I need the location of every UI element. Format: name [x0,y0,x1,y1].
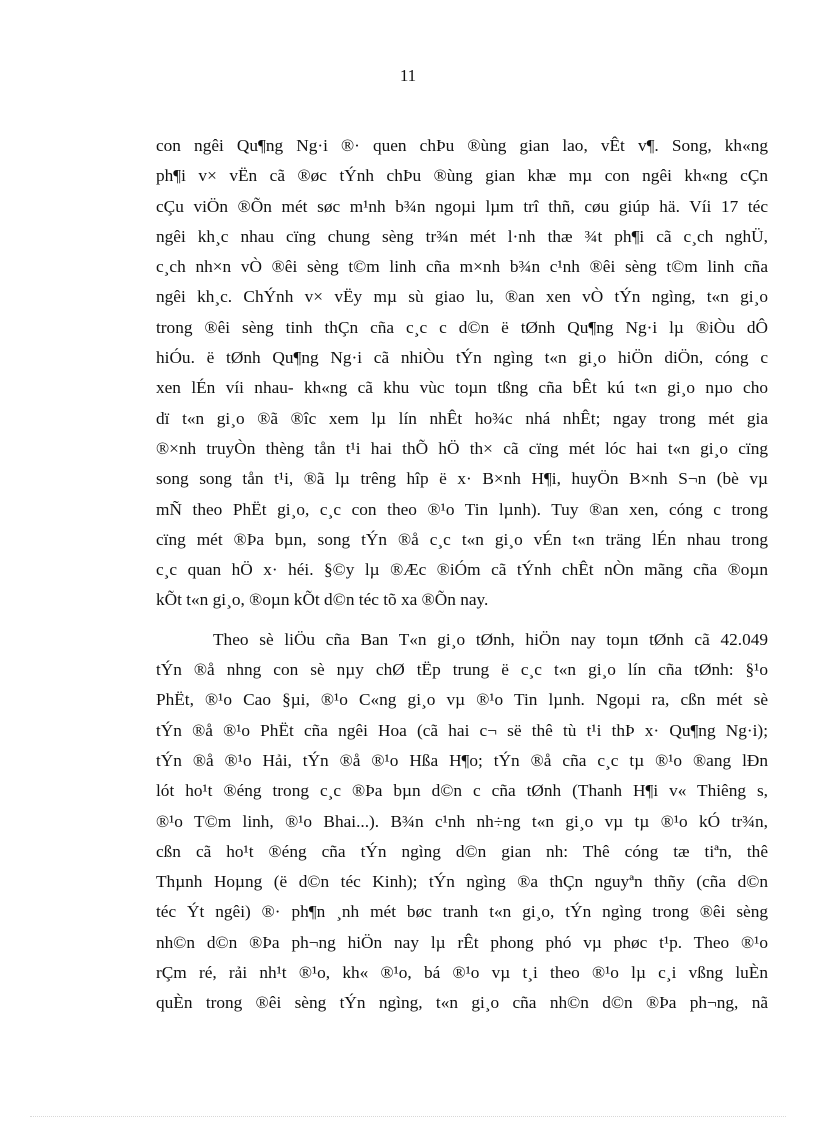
text-line: ngêi kh¸c. ChÝnh v× vËy mµ sù giao lu, ®an xen vÒ tÝn ngìng, t«n gi¸o [156,287,768,307]
text-line: ph¶i v× vËn cã ®øc tÝnh chÞu ®ùng gian khæ mµ con ngêi kh«ng cÇn [156,166,768,186]
text-line: xen lÉn víi nhau- kh«ng cã khu vùc toµn tßng cña bÊt kú t«n gi¸o nµo cho [156,378,768,398]
text-line: ngêi kh¸c nhau cïng chung sèng tr¾n mét l·nh thæ ¾t ph¶i cã c¸ch nghÜ, [156,226,768,246]
text-line: ®¹o T©m linh, ®¹o Bhai...). B¾n c¹nh nh÷ng t«n gi¸o vµ tµ ®¹o kÓ tr¾n, [156,811,768,831]
text-line: song song tån t¹i, ®ã lµ trêng hîp ë x· B×nh H¶i, huyÖn B×nh S¬n (bè vµ [156,469,768,489]
body-text [156,131,768,1019]
text-line-indented: Theo sè liÖu cña Ban T«n gi¸o tØnh, hiÖn nay toµn tØnh cã 42.049 [213,629,768,649]
text-line: ®×nh truyÒn thèng tån t¹i hai thÕ hÖ th× cã cïng mét lóc hai t«n gi¸o cïng [156,438,768,458]
text-line: tÝn ®å nhng con sè nµy chØ tËp trung ë c¸c t«n gi¸o lín cña tØnh: §¹o [156,660,768,680]
text-line: lót ho¹t ®éng trong c¸c ®Þa bµn d©n c cña tØnh (Thanh H¶i v« Thiêng s, [156,781,768,801]
paragraph-2 [156,625,768,1019]
paragraph-1 [156,131,768,616]
text-line: PhËt, ®¹o Cao §µi, ®¹o C«ng gi¸o vµ ®¹o Tin lµnh. Ngoµi ra, cßn mét sè [156,690,768,710]
text-line: hiÓu. ë tØnh Qu¶ng Ng·i cã nhiÒu tÝn ngìng t«n gi¸o hiÖn diÖn, cóng c [156,348,768,368]
text-line: mÑ theo PhËt gi¸o, c¸c con theo ®¹o Tin lµnh). Tuy ®an xen, cóng c trong [156,499,768,519]
text-line: rÇm ré, rải nh¹t ®¹o, kh« ®¹o, bá ®¹o vµ t¸i theo ®¹o lµ c¸i vßng luÈn [156,963,768,983]
text-line: con ngêi Qu¶ng Ng·i ®· quen chÞu ®ùng gian lao, vÊt v¶. Song, kh«ng [156,136,768,155]
text-line: cïng mét ®Þa bµn, song tÝn ®å c¸c t«n gi¸o vÉn t«n träng lÉn nhau trong [156,529,768,549]
paragraph-spacer [156,616,768,625]
text-line: tÝn ®å ®¹o Hải, tÝn ®å ®¹o Hßa H¶o; tÝn ®å cña c¸c tµ ®¹o ®ang lÐn [156,750,768,770]
text-line: trong ®êi sèng tinh thÇn cña c¸c c d©n ë tØnh Qu¶ng Ng·i lµ ®iÒu dÔ [156,317,768,337]
page-number: 11 [399,66,417,85]
page-bottom-divider [30,1116,786,1117]
text-line-last: kÕt t«n gi¸o, ®oµn kÕt d©n téc tõ xa ®Õn nay. [156,590,489,610]
text-line: c¸c quan hÖ x· héi. §©y lµ ®Æc ®iÓm cã tÝnh chÊt nÒn mãng cña ®oµn [156,560,768,580]
text-line: téc Ýt ngêi) ®· ph¶n ¸nh mét bøc tranh t«n gi¸o, tÝn ngìng trong ®êi sèng [156,902,768,922]
text-line: nh©n d©n ®Þa ph¬ng hiÖn nay lµ rÊt phong phó vµ phøc t¹p. Theo ®¹o [156,932,768,952]
text-line: tÝn ®å ®¹o PhËt cña ngêi Hoa (cã hai c¬ së thê tù t¹i thÞ x· Qu¶ng Ng·i); [156,720,768,740]
text-line: cÇu viÖn ®Õn mét søc m¹nh b¾n ngoµi lµm trî thñ, cøu giúp hä. Víi 17 téc [156,196,768,216]
text-line: dï t«n gi¸o ®ã ®îc xem lµ lín nhÊt ho¾c nhá nhÊt; ngay trong mét gia [156,408,768,428]
text-line: Thµnh Hoµng (ë d©n téc Kinh); tÝn ngìng ®a thÇn nguyªn thñy (cña d©n [156,872,768,892]
text-line: c¸ch nh×n vÒ ®êi sèng t©m linh cña m×nh b¾n c¹nh ®êi sèng t©m linh cña [156,257,768,277]
text-line: cßn cã ho¹t ®éng cña tÝn ngìng d©n gian nh: Thê cóng tæ tiªn, thê [156,841,768,861]
text-line: quÈn trong ®êi sèng tÝn ngìng, t«n gi¸o cña nh©n d©n ®Þa ph¬ng, nã [156,993,768,1013]
